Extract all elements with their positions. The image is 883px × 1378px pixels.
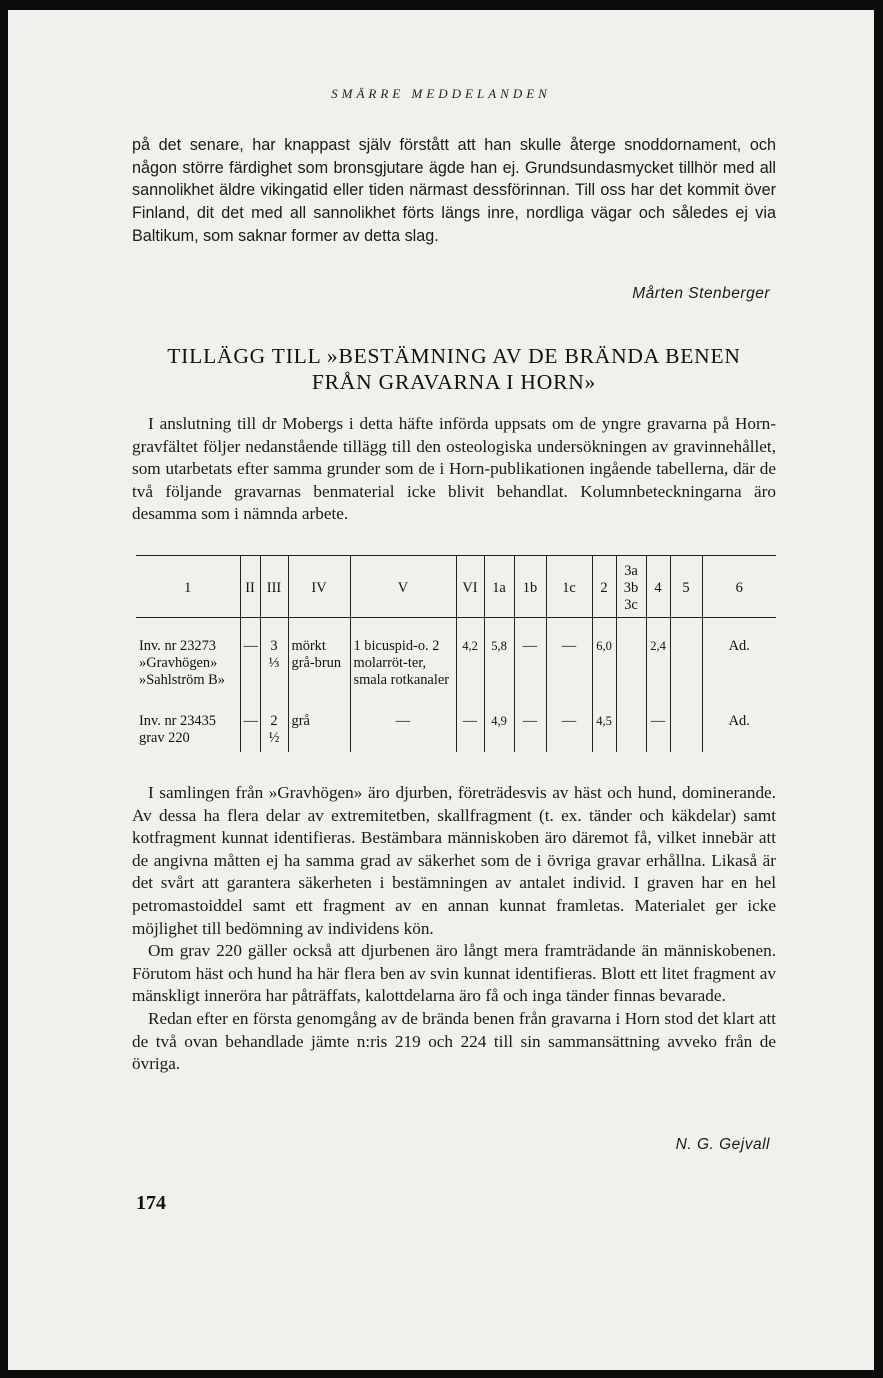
table-cell: — bbox=[546, 618, 592, 712]
table-cell bbox=[616, 711, 646, 752]
book-page bbox=[8, 10, 874, 1370]
col-header: V bbox=[350, 556, 456, 618]
table-cell: — bbox=[240, 618, 260, 712]
table-header-row bbox=[136, 556, 776, 618]
table-cell: — bbox=[240, 711, 260, 752]
table-cell: 4,2 bbox=[456, 618, 484, 712]
col-header: 1b bbox=[514, 556, 546, 618]
table-cell: grå bbox=[288, 711, 350, 752]
col-header: III bbox=[260, 556, 288, 618]
table-cell: — bbox=[514, 711, 546, 752]
col-header: 4 bbox=[646, 556, 670, 618]
table-cell: Ad. bbox=[702, 711, 776, 752]
table-cell: 3 ⅓ bbox=[260, 618, 288, 712]
table-cell: — bbox=[646, 711, 670, 752]
page-number: 174 bbox=[136, 1192, 166, 1214]
table-cell: 2 ½ bbox=[260, 711, 288, 752]
table-cell: 2,4 bbox=[646, 618, 670, 712]
table-cell: Inv. nr 23435 grav 220 bbox=[139, 713, 217, 746]
lead-paragraph: I anslutning till dr Mobergs i detta häfte införda uppsats om de yngre gravarna på Horn-gravfältet följer nedanstående tillägg till den osteologiska undersökningen av gravinnehållet, som utarbetats efter samma grunder som de i Horn-publikationen ingående tabellerna, där de två följande gravarnas benmaterial icke blivit behandlat. Kolumnbeteckningarna äro desamma som i nämnda arbete. bbox=[132, 414, 776, 524]
col-header: 1 bbox=[136, 556, 240, 618]
col-header: 5 bbox=[670, 556, 702, 618]
table-cell: 4,5 bbox=[592, 711, 616, 752]
col-header: 2 bbox=[592, 556, 616, 618]
table-cell: Ad. bbox=[702, 618, 776, 712]
table-cell: 5,8 bbox=[484, 618, 514, 712]
table-cell: mörkt grå-brun bbox=[288, 618, 350, 712]
intro-text bbox=[132, 134, 776, 248]
col-header: 1a bbox=[484, 556, 514, 618]
table-cell: — bbox=[514, 618, 546, 712]
table-cell: 1 bicuspid-o. 2 molarröt-ter, smala rotkanaler bbox=[350, 618, 456, 712]
article-title bbox=[118, 343, 790, 395]
table-cell: — bbox=[350, 711, 456, 752]
col-header: IV bbox=[288, 556, 350, 618]
col-header: 1c bbox=[546, 556, 592, 618]
article-title-line-1: TILLÄGG TILL »BESTÄMNING AV DE BRÄNDA BENEN bbox=[167, 344, 741, 368]
table-row bbox=[136, 618, 776, 712]
col-header: 6 bbox=[702, 556, 776, 618]
table-cell: — bbox=[546, 711, 592, 752]
body-paragraph: Om grav 220 gäller också att djurbenen äro långt mera framträdande än människobenen. Förutom häst och hund ha här flera ben av svin kunnat identifieras. Blott ett litet fragment av mänskligt inneröra har påträffats, kalottdelarna äro få och inga tänder finnas bevarade. bbox=[132, 941, 776, 1006]
body-paragraph: I samlingen från »Gravhögen» äro djurben, företrädesvis av häst och hund, dominerande. Av dessa ha flera delar av extremitetben, skallfragment (t. ex. tänder och käkdelar) samt kotfragment kunnat identifieras. Bestämbara människoben äro däremot få, vilket innebär att de angivna måtten ej ha samma grad av säkerhet som de i övriga gravar erhållna. Likaså är det svårt att garantera säkerheten i bestämningen av antalet individ. I graven har en hel petromastoiddel samt ett fragment av en annan kunnat framletas. Materialet ger icke möjlighet till bedömning av individens kön. bbox=[132, 783, 776, 938]
table-cell: — bbox=[456, 711, 484, 752]
table-cell bbox=[670, 618, 702, 712]
table-cell: Inv. nr 23273 »Gravhögen» »Sahlström B» bbox=[139, 638, 225, 688]
signature-stenberger: Mårten Stenberger bbox=[632, 285, 770, 302]
intro-paragraph: på det senare, har knappast själv förstått att han skulle återge snoddornament, och någon större färdighet som bronsgjutare ägde han ej. Grundsundasmycket tillhör med all sannolikhet äldre vikingatid eller tiden närmast dessförinnan. Till oss har det kommit över Finland, dit det med all sannolikhet förts längs inre, nordliga vägar och således ej via Baltikum, som saknar former av detta slag. bbox=[132, 136, 776, 245]
article-title-line-2: FRÅN GRAVARNA I HORN» bbox=[311, 370, 597, 394]
table-cell: 4,9 bbox=[484, 711, 514, 752]
signature-gejvall: N. G. Gejvall bbox=[675, 1136, 770, 1153]
table-row bbox=[136, 711, 776, 752]
body-text bbox=[132, 782, 776, 1076]
bone-measurement-table bbox=[136, 555, 776, 752]
col-header: 3a 3b 3c bbox=[616, 556, 646, 618]
lead-text bbox=[132, 413, 776, 526]
body-paragraph: Redan efter en första genomgång av de brända benen från gravarna i Horn stod det klart att de två ovan behandlade jämte n:ris 219 och 224 till sin sammansättning avveko från de övriga. bbox=[132, 1008, 776, 1074]
col-header: II bbox=[240, 556, 260, 618]
running-head: SMÄRRE MEDDELANDEN bbox=[331, 86, 551, 101]
table-cell bbox=[616, 618, 646, 712]
table-cell bbox=[670, 711, 702, 752]
table-cell: 6,0 bbox=[592, 618, 616, 712]
col-header: VI bbox=[456, 556, 484, 618]
